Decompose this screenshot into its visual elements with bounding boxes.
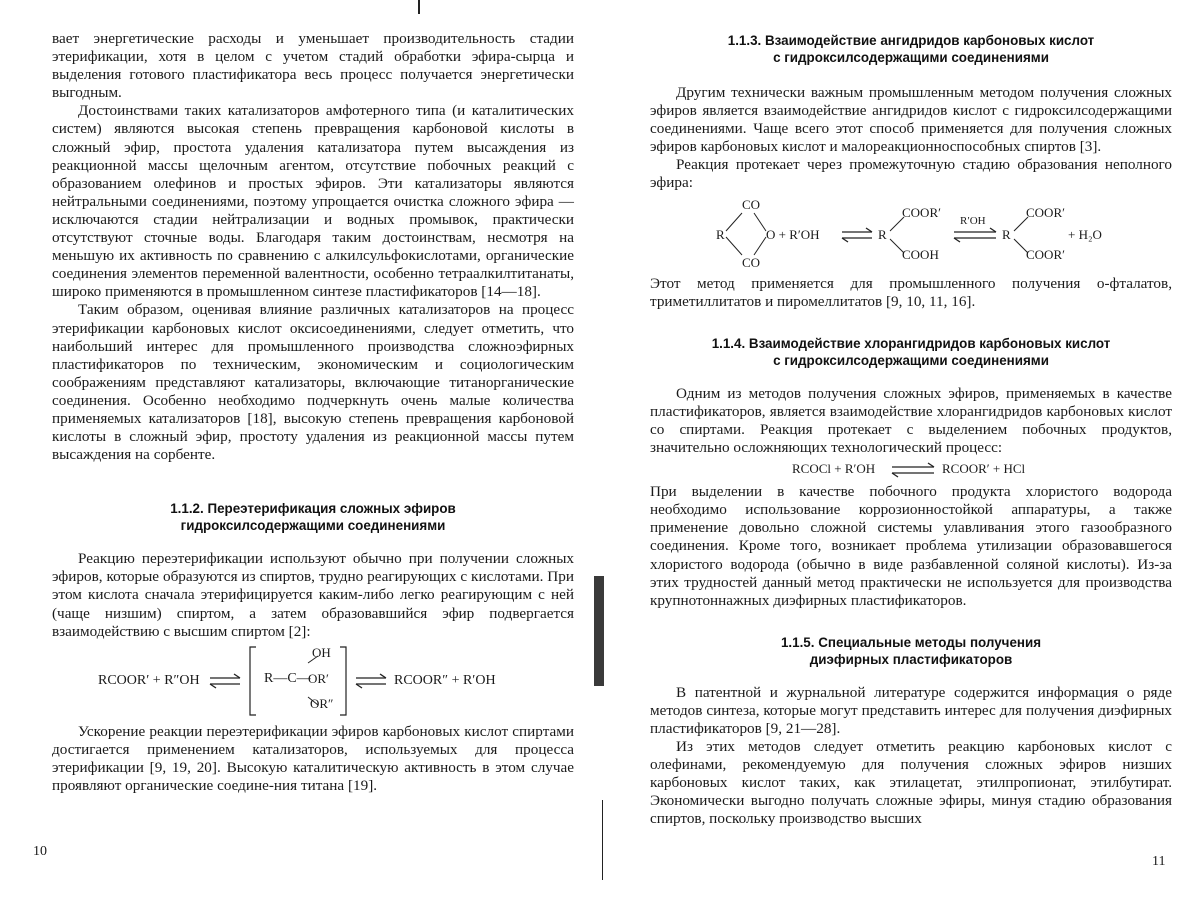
section-heading-1-1-5: 1.1.5. Специальные методы получения <box>780 634 1042 650</box>
reaction-reactants: RCOCl + R′OH <box>792 461 876 477</box>
anhydride-ring-icon <box>720 207 770 261</box>
water: + H₂O <box>1068 226 1102 242</box>
right-page <box>600 0 1200 906</box>
anhydride-o: O + R′OH <box>766 226 820 242</box>
section-heading-1-1-4-line2: с гидроксилсодержащими соединениями <box>773 352 1049 368</box>
anhydride-co-top: CO <box>742 196 761 212</box>
transesterification-reaction <box>52 641 574 723</box>
paragraph: В патентной и журнальной литературе содержится информация о ряде методов синтеза, которые могут представить интерес для получения диэфирных пластификаторов [9, 21—28]. <box>650 683 1172 737</box>
reaction-reactants: RCOOR′ + R″OH <box>98 672 200 688</box>
intermediate-center: R—C— <box>264 670 311 686</box>
half-ester-cooh: COOH <box>902 246 939 262</box>
equilibrium-arrow-icon <box>208 673 242 689</box>
section-heading-1-1-3: 1.1.3. Взаимодействие ангидридов карбоновых кислот <box>727 33 1095 48</box>
section-heading-1-1-2: 1.1.2. Переэтерификация сложных эфиров <box>170 501 456 517</box>
paragraph: При выделении в качестве побочного продукта хлористого водорода необходимо использование коррозионностойкой аппаратуры, а также применение довольно сложной системы улавливания этого газообразного соединения. Кроме того, возникает проблема утилизации образовавшегося хлористого водорода (обычно в виде разбавленной соляной кислоты). Из-за этих трудностей данный метод практически не используется для производства крупнотоннажных диэфирных пластификаторов. <box>650 483 1172 609</box>
acid-chloride-reaction <box>650 457 1172 483</box>
intermediate-oh: OH <box>312 644 331 660</box>
intermediate-or2: OR″ <box>310 695 334 711</box>
equilibrium-arrow-icon <box>890 462 936 478</box>
diester-coor1: COOR′ <box>1026 204 1065 220</box>
half-ester-r: R <box>878 226 887 242</box>
paragraph: Одним из методов получения сложных эфиров, применяемых в качестве пластификаторов, является взаимодействие хлорангидридов карбоновых кислот со спиртами. Реакция протекает с выделением побочных продуктов, значительно осложняющих технологический процесс: <box>650 384 1172 457</box>
arrow-label: R′OH <box>960 214 986 227</box>
anhydride-reaction <box>650 193 1172 275</box>
scan-mark <box>418 0 420 14</box>
diester-r: R <box>1002 226 1011 242</box>
equilibrium-arrow-icon <box>840 227 874 243</box>
half-ester-coor: COOR′ <box>902 204 941 220</box>
paragraph: Другим технически важным промышленным методом получения сложных эфиров является взаимодействие ангидридов кислот с гидроксилсодержащими соединениями. Чаще всего этот способ применяется для получения сложных эфиров карбоновых кислот и малореакционноспособных спиртов [3]. <box>650 84 1172 156</box>
diester-coor2: COOR′ <box>1026 246 1065 262</box>
paragraph: Из этих методов следует отметить реакцию карбоновых кислот с олефинами, рекомендуемую для получения сложных эфиров низших карбоновых кислот таких, как этилацетат, этилпропионат, этилбутират. Экономически выгодно получать сложные эфиры, минуя стадию образования спиртов, поскольку производство высших <box>650 738 1172 828</box>
equilibrium-arrow-icon <box>354 673 388 689</box>
paragraph: Реакцию переэтерификации используют обычно при получении сложных эфиров, которые образуются из спиртов, трудно реагирующих с кислотами. При этом кислота сначала этерифицируется каким-либо легко реагирующим с ней (чаще низшим) спиртом, а затем образовавшийся эфир подвергается взаимодействию с высшим спиртом [2]: <box>52 550 574 640</box>
paragraph: Ускорение реакции переэтерификации эфиров карбоновых кислот спиртами достигается применением катализаторов, используемых для процесса этерификации [9, 19, 20]. Высокую каталитическую активность в этом случае проявляют органические соедине-ния титана [19]. <box>52 722 574 794</box>
paragraph: Таким образом, оценивая влияние различных катализаторов на процесс этерификации карбоновых кислот оксисоединениями, следует отметить, что наибольший интерес для промышленного производства сложноэфирных пластификаторов по техническим, экономическим и социологическим соображениям представляют катализаторы, включающие титанорганические соединения. Особенно необходимо подчеркнуть очень малые количества применяемых катализаторов [18], высокую степень превращения карбоновой кислоты в сложный эфир, простоту удаления из реакционной массы путем высаждения на сорбенте. <box>52 301 574 464</box>
anhydride-co-bottom: CO <box>742 254 761 270</box>
right-page-column <box>650 32 1172 829</box>
page-number: 11 <box>1152 854 1166 869</box>
section-heading-1-1-4: 1.1.4. Взаимодействие хлорангидридов карбоновых кислот <box>711 335 1111 351</box>
paragraph: Этот метод применяется для промышленного получения о-фталатов, триметиллитатов и пиромеллитатов [9, 10, 11, 16]. <box>650 274 1172 310</box>
paragraph: Реакция протекает через промежуточную стадию образования неполного эфира: <box>650 156 1172 192</box>
paragraph: вает энергетические расходы и уменьшает производительность стадии этерификации, хотя в целом с учетом стадий обработки эфира-сырца и выделения готового пластификатора весь процесс получается энергетически выгодным. <box>52 30 574 102</box>
section-heading-1-1-3-line2: с гидроксилсодержащими соединениями <box>773 50 1049 65</box>
reaction-products: RCOOR″ + R′OH <box>394 672 496 688</box>
paragraph: Достоинствами таких катализаторов амфотерного типа (и каталитических систем) являются высокая степень превращения карбоновой кислоты в сложный эфир, простота удаления катализатора путем высаждения из реакционной массы щелочным агентом, отсутствие побочных реакций с образованием олефинов и простых эфиров. Эти катализаторы являются нейтральными соединениями, поэтому упрощается очистка сложного эфира — исключаются стадии нейтрализации и водных промывок, практически отсутствуют сточные воды. Благодаря таким достоинствам, несмотря на меньшую их активность по сравнению с алкилсульфокислотами, органические соединения элементов переменной валентности, особенно тетраалкилтитанаты, широко применяются в промышленном синтезе пластификаторов [14—18]. <box>52 102 574 301</box>
anhydride-r: R <box>716 226 725 242</box>
section-heading-1-1-2-line2: гидроксилсодержащими соединениями <box>180 518 446 534</box>
intermediate-or1: OR′ <box>308 670 329 686</box>
section-heading-1-1-5-line2: диэфирных пластификаторов <box>809 651 1013 667</box>
equilibrium-arrow-icon <box>952 227 998 243</box>
left-page-column <box>52 30 574 795</box>
reaction-products: RCOOR′ + HCl <box>942 461 1026 477</box>
page-number: 10 <box>33 844 47 859</box>
